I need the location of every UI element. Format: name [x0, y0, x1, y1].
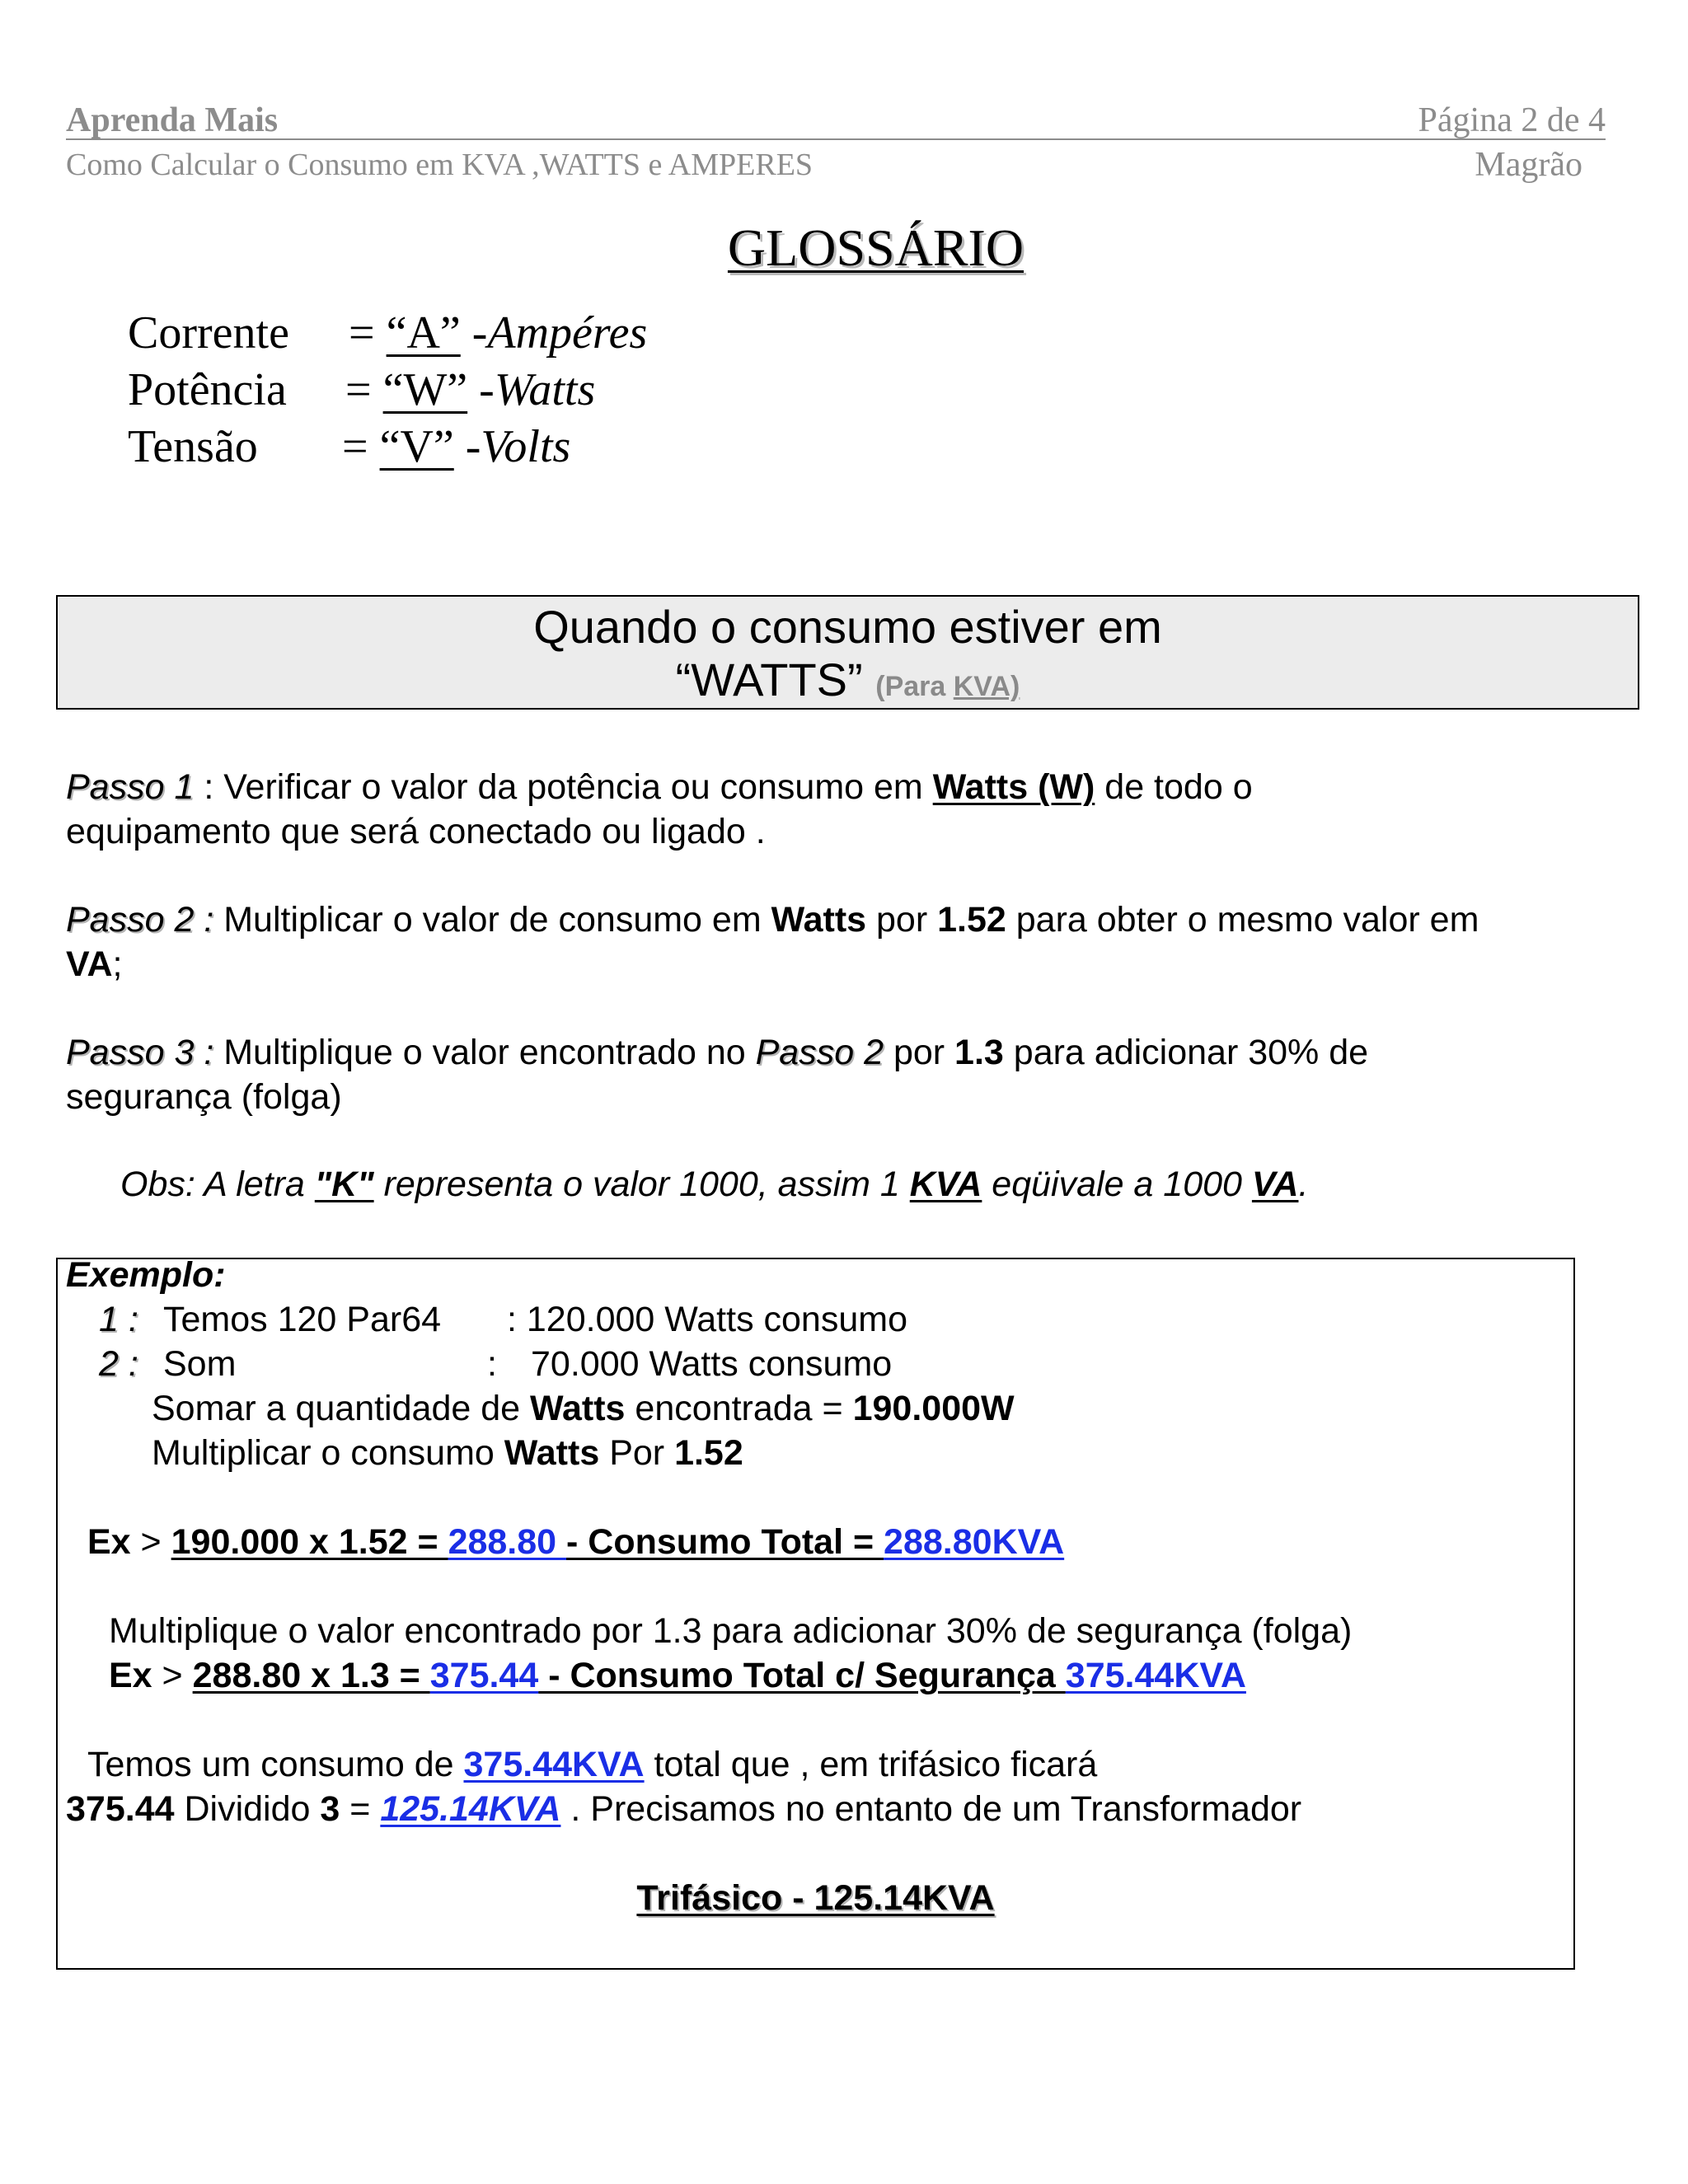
glossary-equals: =	[342, 421, 368, 472]
step-3-line-2: segurança (folga)	[66, 1077, 342, 1117]
glossary-unit: Volts	[481, 421, 571, 472]
sum-text: Somar a quantidade de	[152, 1389, 530, 1428]
step-3-text-b: por	[884, 1033, 955, 1072]
example-total-line	[87, 1742, 1097, 1787]
total-text-b: total que , em trifásico ficará	[644, 1745, 1098, 1784]
glossary-row	[128, 420, 870, 478]
step-1-text: Verificar o valor da potência ou consumo em	[223, 767, 933, 807]
banner-note	[875, 671, 1020, 702]
example-security-line: Multiplique o valor encontrado por 1.3 para adicionar 30% de segurança (folga)	[109, 1611, 1353, 1651]
header-author: Magrão	[1475, 146, 1582, 184]
step-2-end: ;	[112, 944, 123, 984]
divide-value: 375.44	[66, 1789, 175, 1829]
example-item-2-text: Som	[163, 1344, 237, 1384]
mult-watts: Watts	[504, 1433, 600, 1473]
banner-note-prefix: (Para	[875, 671, 954, 702]
calc-2-result: 375.44	[429, 1656, 539, 1695]
glossary-symbol: “A”	[386, 307, 461, 359]
calc-1-total: 288.80KVA	[884, 1522, 1065, 1562]
step-2	[66, 898, 1479, 987]
example-calc-2	[109, 1653, 1246, 1698]
glossary-term: Potência	[128, 364, 287, 415]
calc-1-gt: >	[130, 1522, 171, 1562]
step-1-line-2: equipamento que será conectado ou ligado .	[66, 812, 766, 851]
step-2-line-2	[66, 942, 1479, 987]
example-item-1-num: 1 :	[99, 1300, 138, 1339]
step-2-va: VA	[66, 944, 113, 984]
example-item-1-text: Temos 120 Par64	[163, 1300, 442, 1339]
obs-note	[120, 1162, 1308, 1207]
glossary-row	[128, 307, 870, 364]
sum-watts: Watts	[530, 1389, 626, 1428]
calc-1-mid: - Consumo Total =	[566, 1522, 884, 1562]
header-rule	[66, 138, 1606, 140]
total-value: 375.44KVA	[463, 1745, 645, 1784]
example-title: Exemplo:	[66, 1255, 226, 1295]
glossary-dash: -	[471, 307, 488, 359]
banner-watts: “WATTS”	[675, 654, 863, 705]
divide-eq: =	[340, 1789, 381, 1829]
step-1	[66, 765, 1253, 854]
step-1-watts: Watts (W)	[932, 767, 1095, 807]
section-banner	[56, 595, 1639, 710]
example-divide-line	[66, 1787, 1301, 1831]
glossary-def	[349, 307, 647, 359]
banner-line-1: Quando o consumo estiver em	[533, 601, 1162, 653]
header-page-label: Página 2 de 4	[1418, 101, 1606, 139]
mult-value: 1.52	[674, 1433, 743, 1473]
step-3-text-c: para adicionar 30% de	[1003, 1033, 1369, 1072]
divide-by: 3	[320, 1789, 340, 1829]
glossary-row	[128, 363, 870, 421]
obs-text-c: eqüivale a 1000	[982, 1165, 1252, 1204]
step-3	[66, 1030, 1368, 1119]
example-item-2-colon: :	[487, 1344, 497, 1384]
step-2-watts: Watts	[771, 900, 867, 940]
step-1-label: Passo 1	[66, 767, 195, 807]
example-mult-line	[152, 1431, 743, 1475]
calc-2-gt: >	[152, 1656, 193, 1695]
example-sum-line	[152, 1386, 1015, 1431]
divide-text: Dividido	[174, 1789, 321, 1829]
glossary-unit: Ampéres	[487, 307, 648, 359]
example-final-line	[56, 1876, 1575, 1920]
obs-kva: KVA	[909, 1165, 982, 1204]
header-doc-title: Como Calcular o Consumo em KVA ,WATTS e AMPERES	[66, 148, 814, 182]
obs-k: "K"	[314, 1165, 374, 1204]
step-2-text-c: para obter o mesmo valor em	[1006, 900, 1479, 940]
glossary-def	[342, 420, 570, 473]
mult-text: Multiplicar o consumo	[152, 1433, 504, 1473]
step-3-ref: Passo 2	[755, 1033, 884, 1072]
banner-note-kva: KVA)	[953, 671, 1020, 702]
final-result: Trifásico - 125.14KVA	[636, 1878, 995, 1918]
calc-2-total: 375.44KVA	[1065, 1656, 1246, 1695]
example-calc-1	[87, 1520, 1064, 1564]
step-3-factor: 1.3	[954, 1033, 1004, 1072]
step-1-line-1	[66, 765, 1253, 809]
mult-text-b: Por	[599, 1433, 675, 1473]
divide-result: 125.14KVA	[380, 1789, 561, 1829]
step-2-label: Passo 2 :	[66, 900, 214, 940]
obs-end: .	[1298, 1165, 1309, 1204]
calc-2-prefix: Ex	[109, 1656, 152, 1695]
obs-text-b: representa o valor 1000, assim 1	[373, 1165, 910, 1204]
calc-1-expr: 190.000 x 1.52 =	[171, 1522, 448, 1562]
glossary-equals: =	[345, 364, 372, 415]
glossary-term: Corrente	[128, 307, 289, 359]
example-item-2-value: 70.000 Watts consumo	[531, 1344, 893, 1384]
glossary-symbol: “V”	[379, 421, 454, 472]
glossary-unit: Watts	[494, 364, 596, 415]
banner-line-2	[58, 653, 1638, 706]
step-3-text: Multiplique o valor encontrado no	[213, 1033, 756, 1072]
calc-2-mid: - Consumo Total c/ Segurança	[538, 1656, 1066, 1695]
calc-1-prefix: Ex	[87, 1522, 131, 1562]
glossary-dash: -	[479, 364, 495, 415]
calc-2-expr: 288.80 x 1.3 =	[192, 1656, 430, 1695]
step-2-line-1	[66, 898, 1479, 942]
calc-1-result: 288.80	[448, 1522, 567, 1562]
step-1-sep: :	[194, 767, 224, 807]
glossary-term: Tensão	[128, 421, 258, 472]
step-2-text: Multiplicar o valor de consumo em	[213, 900, 771, 940]
step-2-factor: 1.52	[937, 900, 1006, 940]
example-item-1-value: : 120.000 Watts consumo	[507, 1300, 907, 1339]
step-3-line-1	[66, 1030, 1368, 1075]
obs-va: VA	[1251, 1165, 1299, 1204]
sum-value: 190.000W	[852, 1389, 1015, 1428]
step-3-label: Passo 3 :	[66, 1033, 214, 1072]
step-1-text-b: de todo o	[1095, 767, 1253, 807]
total-text: Temos um consumo de	[87, 1745, 464, 1784]
glossary-def	[345, 363, 595, 416]
glossary-title: GLOSSÁRIO	[727, 218, 1025, 277]
glossary-equals: =	[349, 307, 375, 359]
divide-text-c: . Precisamos no entanto de um Transformador	[560, 1789, 1302, 1829]
sum-text-b: encontrada =	[625, 1389, 853, 1428]
glossary-dash: -	[465, 421, 481, 472]
step-2-text-b: por	[866, 900, 938, 940]
obs-text: Obs: A letra	[120, 1165, 315, 1204]
header-site-name: Aprenda Mais	[66, 101, 279, 139]
example-item-2-num: 2 :	[99, 1344, 138, 1384]
glossary-symbol: “W”	[382, 364, 468, 415]
